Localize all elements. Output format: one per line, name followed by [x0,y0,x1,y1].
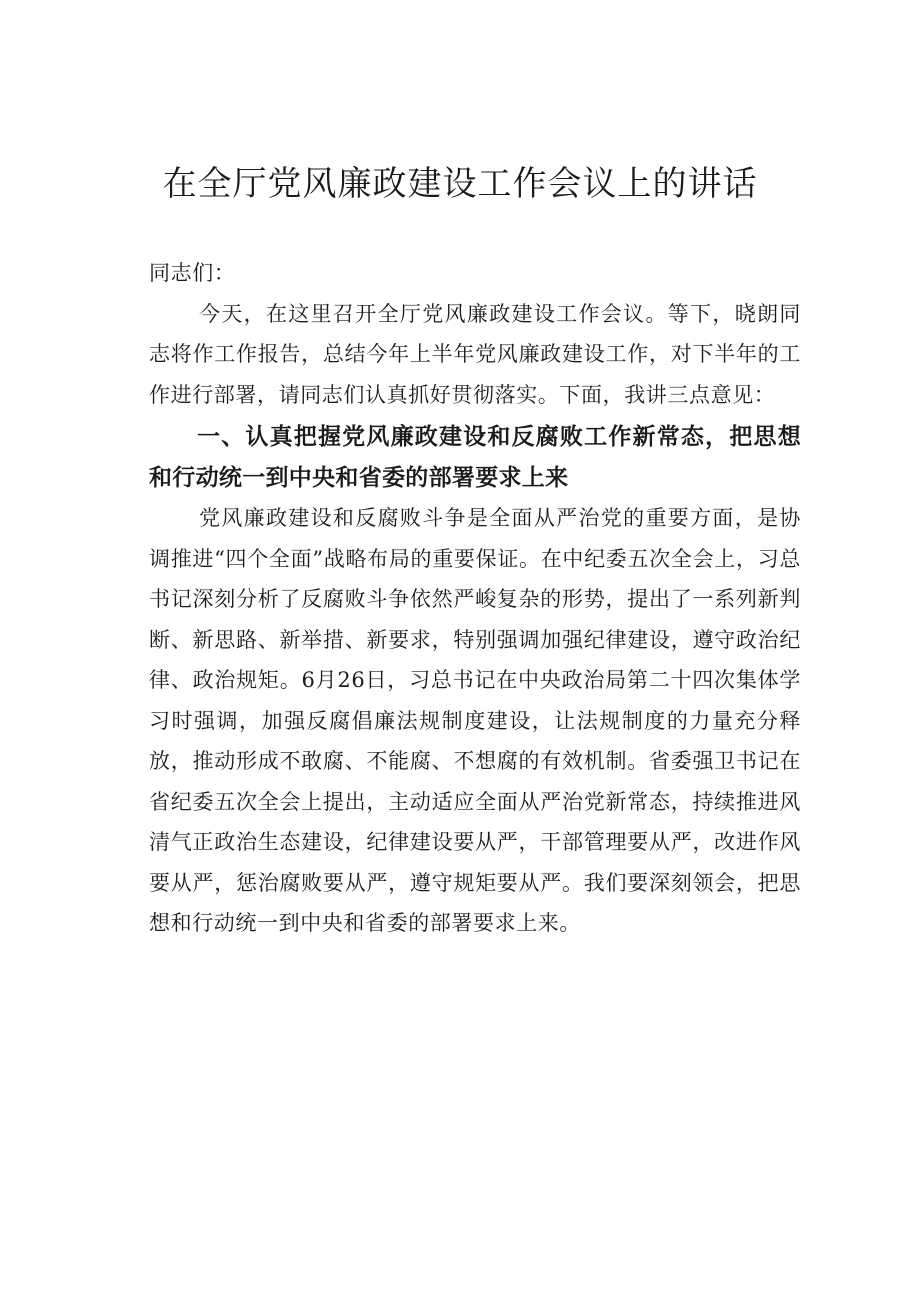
intro-paragraph: 今天，在这里召开全厅党风廉政建设工作会议。等下，晓朗同志将作工作报告，总结今年上半年党风廉政建设工作，对下半年的工作进行部署，请同志们认真抓好贯彻落实。下面，我讲三点意见： [149,301,801,407]
salutation: 同志们： [149,261,236,285]
document-title: 在全厅党风廉政建设工作会议上的讲话 [162,164,758,204]
section-body-1: 党风廉政建设和反腐败斗争是全面从严治党的重要方面，是协调推进“四个全面”战略布局的重要保证。在中纪委五次全会上，习总书记深刻分析了反腐败斗争依然严峻复杂的形势，提出了一系列新判断、新思路、新举措、新要求，特别强调加强纪律建设，遵守政治纪律、政治规矩。6月26日，习总书记在中央政治局第二十四次集体学习时强调，加强反腐倡廉法规制度建设，让法规制度的力量充分释放，推动形成不敢腐、不能腐、不想腐的有效机制。省委强卫书记在省纪委五次全会上提出，主动适应全面从严治党新常态，持续推进风清气正政治生态建设，纪律建设要从严，干部管理要从严，改进作风要从严，惩治腐败要从严，遵守规矩要从严。我们要深刻领会，把思想和行动统一到中央和省委的部署要求上来。 [149,506,801,935]
section-heading-1: 一、认真把握党风廉政建设和反腐败工作新常态，把思想和行动统一到中央和省委的部署要求上来 [149,424,801,491]
document-body [149,253,801,944]
